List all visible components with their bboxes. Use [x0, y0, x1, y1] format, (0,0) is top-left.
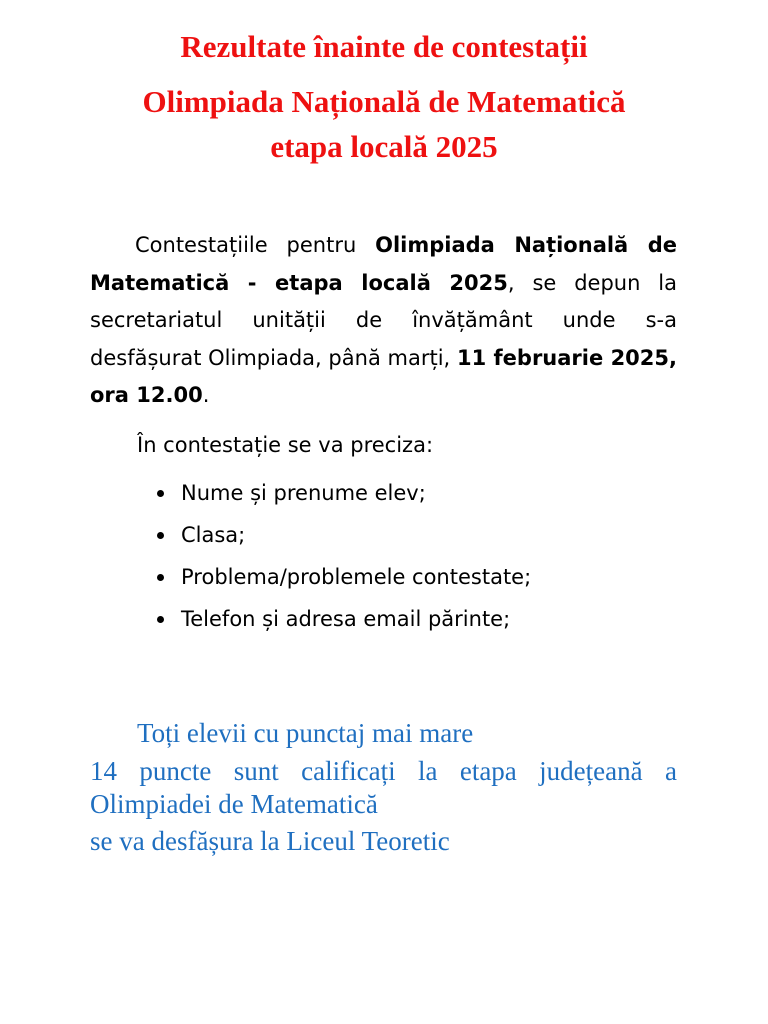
specify-label: În contestație se va preciza: [137, 433, 434, 457]
notice-line-3: Olimpiadei de Matematică [90, 789, 378, 819]
heading-olympiad: Olimpiada Națională de Matematică [142, 84, 626, 119]
list-item-text: Telefon și adresa email părinte; [181, 607, 511, 631]
list-item-text: Nume și prenume elev; [181, 481, 426, 505]
intro-text-3: . [202, 383, 210, 407]
appeals-paragraph [90, 227, 677, 415]
notice-line-2: 14 puncte sunt calificați la etapa județeană a [90, 756, 677, 786]
bullet-icon [157, 490, 164, 497]
bullet-icon [157, 532, 164, 539]
heading-stage: etapa locală 2025 [270, 129, 498, 164]
list-item-text: Clasa; [181, 523, 246, 547]
bullet-icon [157, 616, 164, 623]
heading-results: Rezultate înainte de contestații [180, 29, 588, 64]
intro-bold-deadline: 11 februarie 2025, ora 12.00 [90, 345, 677, 407]
list-item-text: Problema/problemele contestate; [181, 565, 532, 589]
required-info-list [157, 479, 531, 647]
notice-line-1: Toți elevii cu punctaj mai mare [137, 718, 474, 748]
list-item [157, 521, 531, 563]
list-item [157, 479, 531, 521]
intro-bold-olympiad: Olimpiada Națională de Matematică - etapa locală 2025 [90, 233, 677, 295]
list-item [157, 563, 531, 605]
notice-line-4: se va desfășura la Liceul Teoretic [90, 826, 450, 856]
intro-text-2: , se depun la secretariatul unității de învățământ unde s-a desfășurat Olimpiada, până marți, [90, 270, 678, 370]
list-item [157, 605, 531, 647]
intro-text-1: Contestațiile pentru [135, 233, 376, 257]
bullet-icon [157, 574, 164, 581]
